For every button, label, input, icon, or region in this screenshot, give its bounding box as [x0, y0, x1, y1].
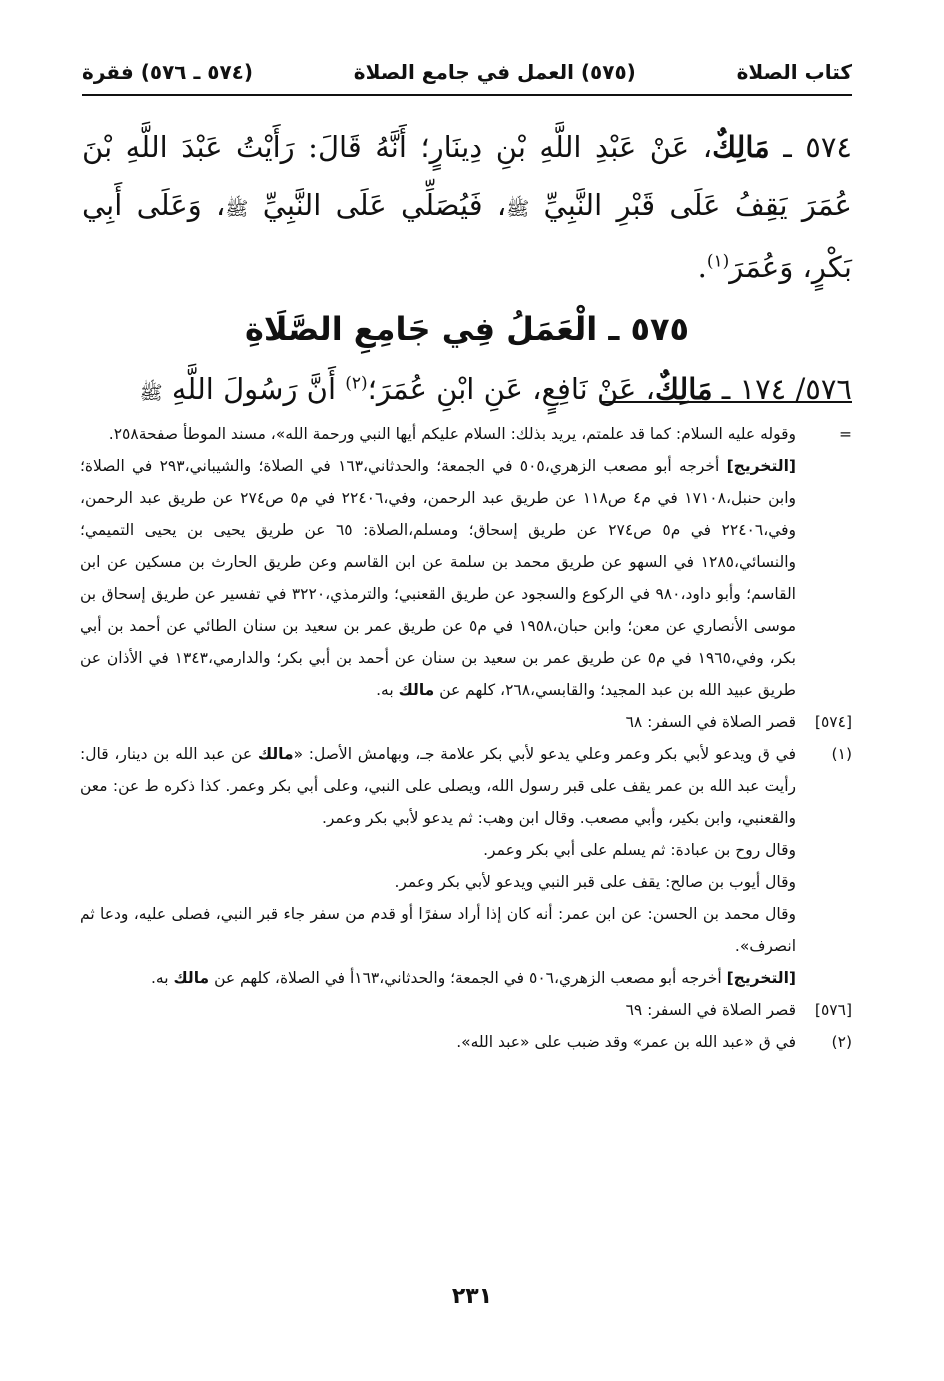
honorific-glyph: ﷺ [506, 198, 530, 220]
header-paragraph-range: (٥٧٤ ـ ٥٧٦) فقرة [82, 60, 254, 84]
hadith-number: ٥٧٦/ ١٧٤ ـ [712, 372, 852, 406]
footnote-marker: (١) [831, 745, 852, 763]
header-divider [82, 94, 852, 96]
narrator-name: مَالِكٌ [712, 130, 770, 164]
running-header [82, 52, 852, 92]
hadith-number: ٥٧٤ ـ [769, 130, 852, 164]
footnote-2: (٢) في ق «عبد الله بن عمر» وقد ضبب على «عبد الله». [80, 1026, 852, 1058]
header-chapter-title: (٥٧٥) العمل في جامع الصلاة [353, 60, 636, 84]
narrator-name: مالك [257, 745, 294, 763]
takhrij-label: [التخريج] [726, 969, 796, 987]
honorific-glyph: ﷺ [225, 198, 249, 220]
narrator-name: مالك [398, 681, 435, 699]
takhrij-label: [التخريج] [726, 457, 796, 475]
footnotes [80, 418, 852, 1058]
footnote-1: (١) في ق ويدعو لأبي بكر وعمر وعلي يدعو لأبي بكر علامة جـ، وبهامش الأصل: «مالك عن عبد الله بن دينار، قال: رأيت عبد الله بن عمر يقف على قبر رسول الله، ويصلى على النبي، وعلى أبي بكر وعمر. كذا ذكره ط عن: معن والقعنبي، وابن بكير، وأبي مصعب. وقال ابن وهب: ثم يدعو لأبي بكر وعمر. وقال روح بن عبادة: ثم يسلم على أبي بكر وعمر. وقال أيوب بن صالح: يقف على قبر النبي ويدعو لأبي بكر وعمر. وقال محمد بن الحسن: عن ابن عمر: أنه كان إذا أراد سفرًا أو قدم من سفر جاء قبر النبي، فصلى عليه، ودعا ثم انصرف». [التخريج] أخرجه أبو مصعب الزهري،٥٠٦ في الجمعة؛ والحدثاني،١٦٣أ في الصلاة، كلهم عن مالك به. [80, 738, 852, 994]
hadith-576: ٥٧٦/ ١٧٤ ـ مَالِكٌ، عَنْ نَافِعٍ، عَنِ ابْنِ عُمَرَ؛$^{(٢)}$ أَنَّ رَسُولَ اللَّهِ ﷺ [139, 372, 852, 406]
hadith-574: ٥٧٤ ـ مَالِكٌ، عَنْ عَبْدِ اللَّهِ بْنِ دِينَارٍ؛ أَنَّهُ قَالَ: رَأَيْتُ عَبْدَ اللَّهِ بْنَ عُمَرَ يَقِفُ عَلَى قَبْرِ النَّبِيِّ ﷺ، فَيُصَلِّي عَلَى النَّبِيِّ ﷺ، وَعَلَى أَبِي بَكْرٍ، وَعُمَرَ$^{(١)}$. [82, 130, 852, 284]
page-number: ٢٣١ [451, 1284, 493, 1309]
footnote-ref-2[interactable]: (٢) [345, 373, 368, 394]
note-574: [٥٧٤] قصر الصلاة في السفر: ٦٨ [80, 706, 852, 738]
note-576: [٥٧٦] قصر الصلاة في السفر: ٦٩ [80, 994, 852, 1026]
note-marker: [٥٧٦] [814, 1001, 852, 1019]
footnote-continued: = وقوله عليه السلام: كما قد علمتم، يريد بذلك: السلام عليكم أيها النبي ورحمة الله»، مسند الموطأ صفحة٢٥٨. [التخريج] أخرجه أبو مصعب الزهري،٥٠٥ في الجمعة؛ والحدثاني،١٦٣ في الصلاة؛ والشيباني،٢٩٣ في الصلاة؛ وابن حنبل،١٧١٠٨ في م٤ ص١١٨ عن طريق عبد الرحمن، وفي،٢٢٤٠٦ في م٥ ص٢٧٤ عن طريق عبد الرحمن، وفي،٢٢٤٠٦ في م٥ ص٢٧٤ عن طريق إسحاق؛ ومسلم،الصلاة: ٦٥ عن طريق يحيى بن يحيى التميمي؛ والنسائي،١٢٨٥ في السهو عن طريق محمد بن سلمة عن ابن القاسم وعن طريق الحارث بن مسكين عن ابن القاسم؛ وأبو داود،٩٨٠ في الركوع والسجود عن طريق القعنبي؛ والترمذي،٣٢٢٠ في تفسير عن طريق إسحاق بن موسى الأنصاري عن معن؛ وابن حبان،١٩٥٨ في م٥ عن طريق عمر بن سعيد بن سنان الطائي عن أحمد بن أبي بكر، وفي،١٩٦٥ في م٥ عن طريق عمر بن سعيد بن سنان عن أحمد بن أبي بكر؛ والدارمي،١٣٤٣ في الأذان عن طريق عبيد الله بن عبد المجيد؛ والقابسي،٢٦٨، كلهم عن مالك به. [80, 418, 852, 706]
honorific-glyph: ﷺ [139, 382, 163, 404]
narrator-name: مَالِكٌ [654, 372, 713, 406]
narrator-name: مالك [173, 969, 210, 987]
footnote-ref-1[interactable]: (١) [706, 251, 730, 272]
main-text [82, 118, 852, 422]
footnote-divider [602, 401, 852, 403]
footnote-marker: (٢) [831, 1033, 852, 1051]
continuation-mark: = [839, 425, 852, 443]
chapter-title: ٥٧٥ ـ الْعَمَلُ فِي جَامِعِ الصَّلَاةِ [244, 310, 690, 348]
header-book-title: كتاب الصلاة [736, 60, 852, 84]
note-marker: [٥٧٤] [814, 713, 852, 731]
